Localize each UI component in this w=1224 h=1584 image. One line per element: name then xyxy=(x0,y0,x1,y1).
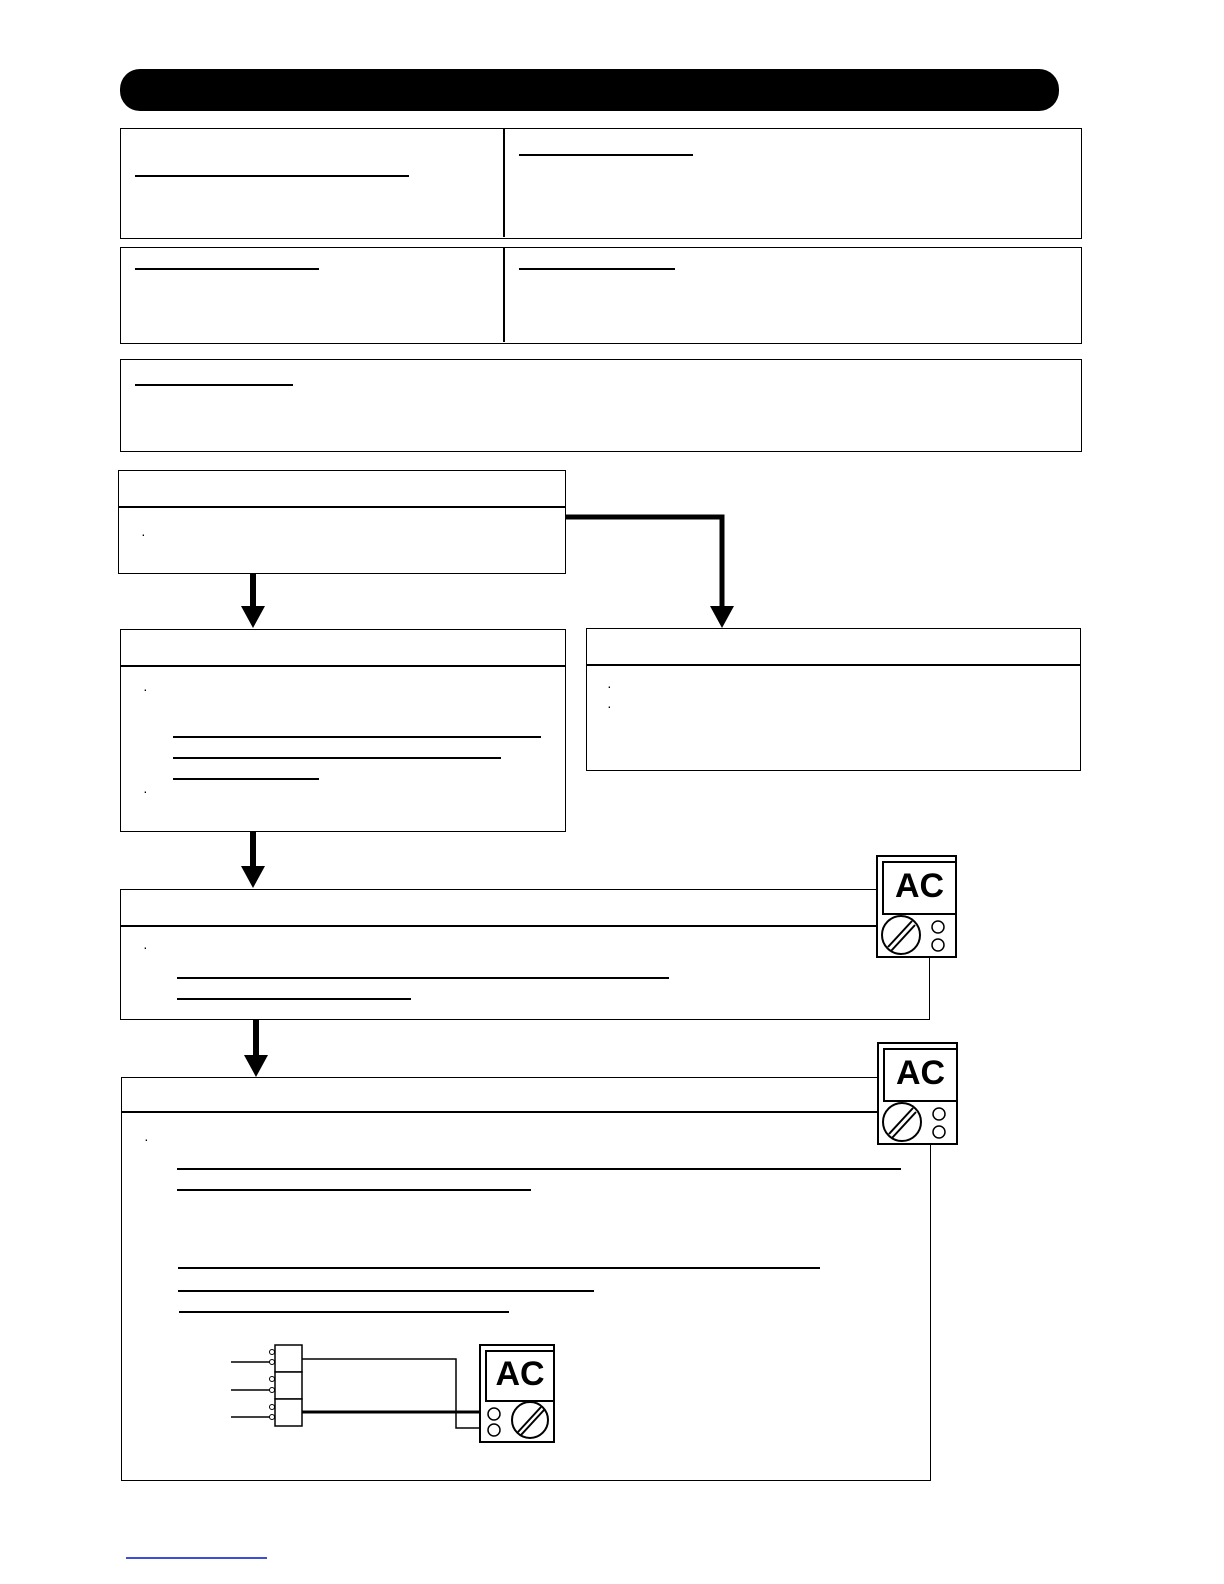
meter-label: AC xyxy=(894,867,945,905)
meter-label: AC xyxy=(495,1355,545,1393)
text-underline xyxy=(173,778,319,780)
arrow-shaft xyxy=(253,1020,259,1056)
bullet-dot: · xyxy=(143,939,148,955)
flow-step-2-alt xyxy=(586,628,1081,771)
bullet-dot: · xyxy=(144,1131,149,1147)
text-underline xyxy=(173,736,541,738)
text-underline xyxy=(178,1267,820,1269)
down-arrow-icon xyxy=(244,1055,268,1077)
step-header-rule xyxy=(587,664,1080,666)
down-arrow-icon xyxy=(241,606,265,628)
arrow-shaft xyxy=(250,574,256,608)
ac-multimeter-icon xyxy=(877,1042,958,1145)
flow-step-2 xyxy=(120,629,566,832)
text-underline xyxy=(177,1189,531,1191)
bullet-dot: · xyxy=(141,526,146,542)
bullet-dot: · xyxy=(143,681,148,697)
text-underline xyxy=(177,977,669,979)
bullet-dot: · xyxy=(607,678,612,694)
text-underline xyxy=(177,1168,901,1170)
arrow-shaft xyxy=(250,831,256,867)
connector-block-icon xyxy=(275,1345,302,1426)
text-underline xyxy=(173,757,501,759)
ac-multimeter-icon xyxy=(876,855,957,958)
step-header-rule xyxy=(122,1111,878,1113)
meter-label: AC xyxy=(895,1054,946,1092)
down-arrow-icon xyxy=(241,866,265,888)
meter-dial xyxy=(878,913,955,957)
bullet-dot: · xyxy=(607,698,612,714)
meter-dial xyxy=(481,1400,553,1442)
step-header-rule xyxy=(121,925,877,927)
text-underline xyxy=(177,998,411,1000)
meter-display xyxy=(883,1048,958,1102)
meter-dial xyxy=(879,1100,956,1144)
meter-display xyxy=(485,1350,555,1402)
ac-multimeter-icon xyxy=(479,1344,555,1443)
branch-connector xyxy=(566,517,722,608)
flow-step-3 xyxy=(120,889,930,1020)
footer-link[interactable] xyxy=(126,1557,267,1559)
bullet-dot: · xyxy=(143,783,148,799)
text-underline xyxy=(179,1311,509,1313)
step-header-rule xyxy=(121,665,565,667)
meter-display xyxy=(882,861,957,915)
text-underline xyxy=(178,1290,594,1292)
down-arrow-icon xyxy=(710,606,734,628)
